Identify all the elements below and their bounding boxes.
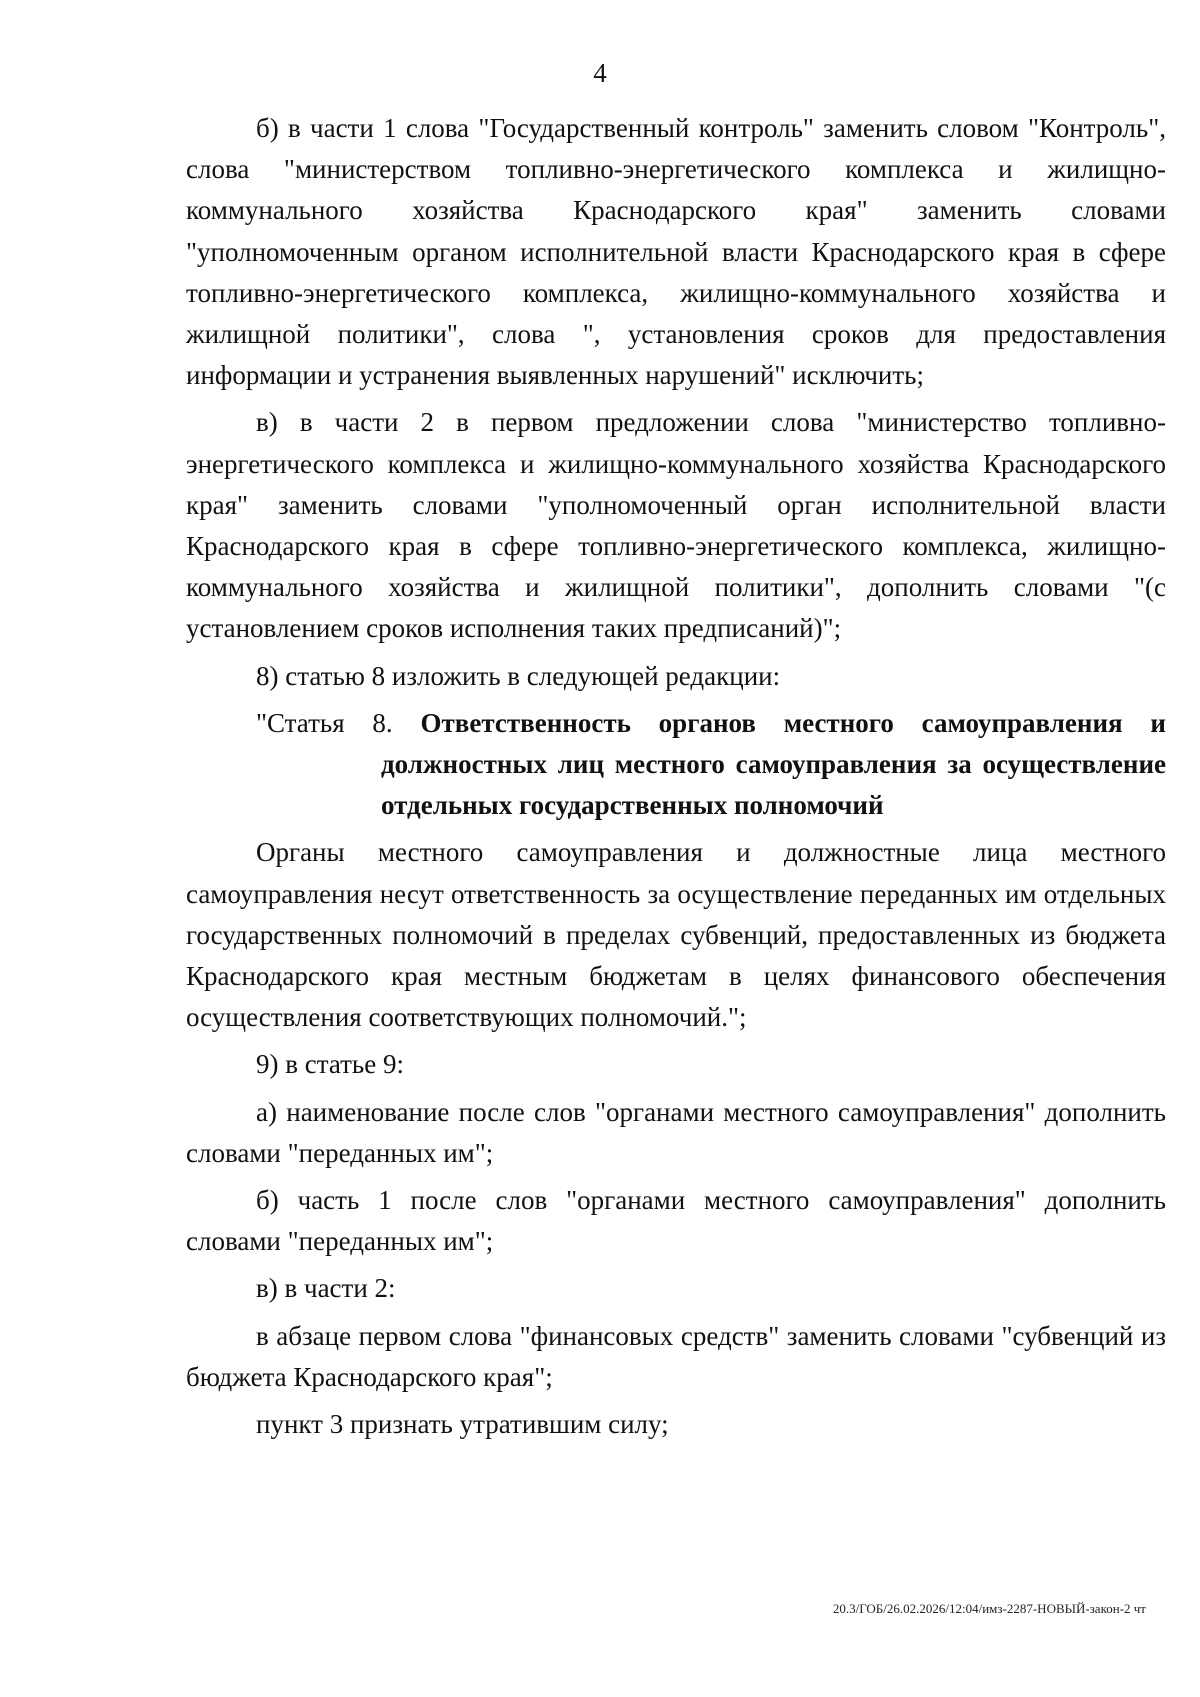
paragraph-punkt-3: пункт 3 признать утратившим силу;: [256, 1409, 669, 1440]
paragraph-item-9: 9) в статье 9:: [256, 1049, 404, 1080]
paragraph-9b: б) часть 1 после слов "органами местного самоуправления" дополнить словами "переданных им";: [186, 1185, 1166, 1257]
paragraph-item-8: 8) статью 8 изложить в следующей редакции:: [256, 660, 781, 691]
article-heading: [256, 703, 1166, 827]
document-footer-code: 20.3/ГОБ/26.02.2026/12:04/имз-2287-НОВЫЙ-закон-2 чт: [832, 1601, 1146, 1616]
paragraph-9v: в) в части 2:: [256, 1273, 396, 1304]
paragraph-b: б) в части 1 слова "Государственный контроль" заменить словом "Контроль", слова "министерством топливно-энергетического комплекса и жилищно-коммунального хозяйства Краснодарского края" заменить словами "уполномоченным органом исполнительной власти Краснодарского края в сфере топливно-энергетического комплекса, жилищно-коммунального хозяйства и жилищной политики", слова ", установления сроков для предоставления информации и устранения выявленных нарушений" исключить;: [186, 113, 1166, 391]
article-number: "Статья 8.: [256, 707, 421, 738]
article-title: Ответственность органов местного самоуправления и должностных лиц местного самоуправления за осуществление отдельных государственных полномочий: [381, 707, 1166, 821]
article-text: Органы местного самоуправления и должностные лица местного самоуправления несут ответственность за осуществление переданных им отдельных государственных полномочий в пределах субвенций, предоставленных из бюджета Краснодарского края местным бюджетам в целях финансового обеспечения осуществления соответствующих полномочий.";: [186, 837, 1166, 1033]
paragraph-9a: а) наименование после слов "органами местного самоуправления" дополнить словами "переданных им";: [186, 1096, 1166, 1168]
paragraph-abzac-first: в абзаце первом слова "финансовых средств" заменить словами "субвенций из бюджета Краснодарского края";: [186, 1320, 1166, 1392]
paragraph-v: в) в части 2 в первом предложении слова "министерство топливно-энергетического комплекса и жилищно-коммунального хозяйства Краснодарского края" заменить словами "уполномоченный орган исполнительной власти Краснодарского края в сфере топливно-энергетического комплекса, жилищно-коммунального хозяйства и жилищной политики", дополнить словами "(с установлением сроков исполнения таких предписаний)";: [186, 407, 1166, 644]
page-number: 4: [593, 58, 607, 88]
document-body: [186, 108, 1166, 1451]
